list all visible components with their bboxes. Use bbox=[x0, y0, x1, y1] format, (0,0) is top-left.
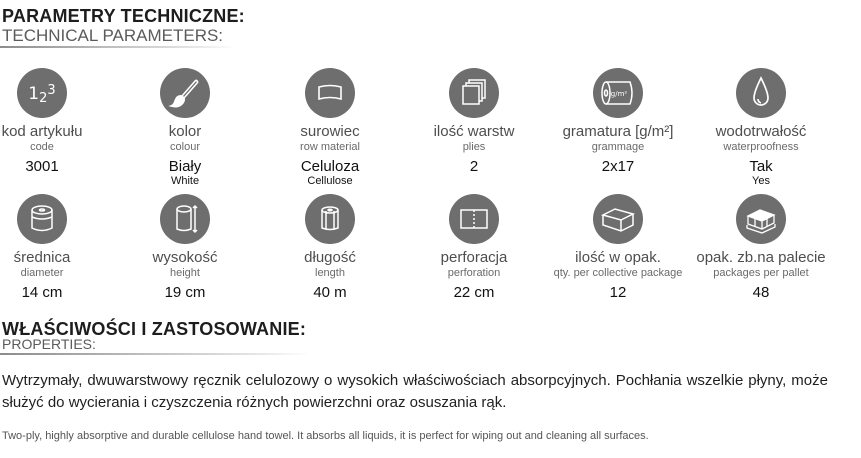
param-perforation bbox=[394, 194, 554, 301]
param-label-en: colour bbox=[170, 141, 200, 153]
properties-title-en: PROPERTIES: bbox=[2, 336, 96, 352]
param-label-en: diameter bbox=[20, 267, 64, 279]
roll-diameter-icon bbox=[17, 194, 67, 244]
perforation-icon bbox=[449, 194, 499, 244]
water-drop-icon bbox=[736, 68, 786, 118]
param-label-en: plies bbox=[462, 141, 486, 153]
param-value: Tak bbox=[749, 158, 773, 175]
param-label: kolor bbox=[168, 123, 202, 140]
param-label: kod artykułu bbox=[1, 123, 83, 140]
param-value: Biały bbox=[168, 158, 202, 175]
param-label: perforacja bbox=[440, 249, 508, 266]
param-value-en: Cellulose bbox=[307, 175, 353, 187]
param-pallet bbox=[681, 194, 841, 301]
param-value: 2x17 bbox=[601, 158, 635, 175]
param-waterproofness bbox=[681, 68, 841, 187]
param-raw-material bbox=[250, 68, 410, 187]
param-length bbox=[250, 194, 410, 301]
paper-sheet-icon bbox=[305, 68, 355, 118]
paintbrush-icon bbox=[160, 68, 210, 118]
param-label: długość bbox=[304, 249, 356, 266]
param-height bbox=[105, 194, 265, 301]
param-value: 48 bbox=[752, 284, 770, 301]
description-pl: Wytrzymały, dwuwarstwowy ręcznik celulozowy o wysokich właściwościach absorpcyjnych. Pochłania wszelkie płyny, może służyć do wycierania i czyszczenia różnych powierzchni oraz osuszania rąk. bbox=[2, 372, 828, 411]
param-value-en: Yes bbox=[752, 175, 770, 187]
title-underline bbox=[0, 46, 235, 48]
param-value: 19 cm bbox=[164, 284, 206, 301]
param-label: wysokość bbox=[152, 249, 218, 266]
param-label-en: length bbox=[315, 267, 345, 279]
grammage-roll-icon bbox=[593, 68, 643, 118]
param-label-en: qty. per collective package bbox=[553, 267, 683, 279]
numbers-123-icon bbox=[17, 68, 67, 118]
param-label: ilość w opak. bbox=[575, 249, 661, 266]
page-title-pl: PARAMETRY TECHNICZNE: bbox=[2, 6, 245, 26]
param-value: 22 cm bbox=[453, 284, 495, 301]
roll-height-icon bbox=[160, 194, 210, 244]
param-value: 2 bbox=[469, 158, 479, 175]
param-value: 14 cm bbox=[21, 284, 63, 301]
description-en: Two-ply, highly absorptive and durable cellulose hand towel. It absorbs all liquids, it is perfect for wiping out and cleaning all surfaces. bbox=[2, 430, 649, 442]
param-value: 3001 bbox=[25, 158, 59, 175]
properties-title-pl: WŁAŚCIWOŚCI I ZASTOSOWANIE: bbox=[2, 319, 307, 339]
param-value-en: White bbox=[170, 175, 200, 187]
param-label-en: height bbox=[170, 267, 200, 279]
param-label: średnica bbox=[13, 249, 71, 266]
param-value: 40 m bbox=[313, 284, 347, 301]
param-label: ilość warstw bbox=[433, 123, 515, 140]
pallet-icon bbox=[736, 194, 786, 244]
roll-length-icon bbox=[305, 194, 355, 244]
stacked-sheets-icon bbox=[449, 68, 499, 118]
param-label-en: waterproofness bbox=[723, 141, 799, 153]
param-value: Celuloza bbox=[300, 158, 360, 175]
param-label: opak. zb.na palecie bbox=[696, 249, 826, 266]
param-value: 12 bbox=[609, 284, 627, 301]
svg-text:123: $12^3$ bbox=[28, 83, 56, 106]
param-colour bbox=[105, 68, 265, 187]
param-label-en: row material bbox=[300, 141, 360, 153]
param-diameter bbox=[0, 194, 122, 301]
param-grammage bbox=[538, 68, 698, 175]
param-code bbox=[0, 68, 122, 175]
param-label-en: code bbox=[30, 141, 54, 153]
properties-underline bbox=[0, 353, 310, 355]
param-label-en: grammage bbox=[591, 141, 645, 153]
page-title-en: TECHNICAL PARAMETERS: bbox=[2, 26, 224, 45]
param-label: surowiec bbox=[300, 123, 360, 140]
param-label: gramatura [g/m²] bbox=[562, 123, 674, 140]
param-label: wodotrwałość bbox=[715, 123, 807, 140]
param-label-en: packages per pallet bbox=[713, 267, 809, 279]
box-icon bbox=[593, 194, 643, 244]
param-label-en: perforation bbox=[447, 267, 501, 279]
grammage-icon-text: g/m² bbox=[610, 90, 628, 98]
param-collective-package bbox=[538, 194, 698, 301]
param-plies bbox=[394, 68, 554, 175]
